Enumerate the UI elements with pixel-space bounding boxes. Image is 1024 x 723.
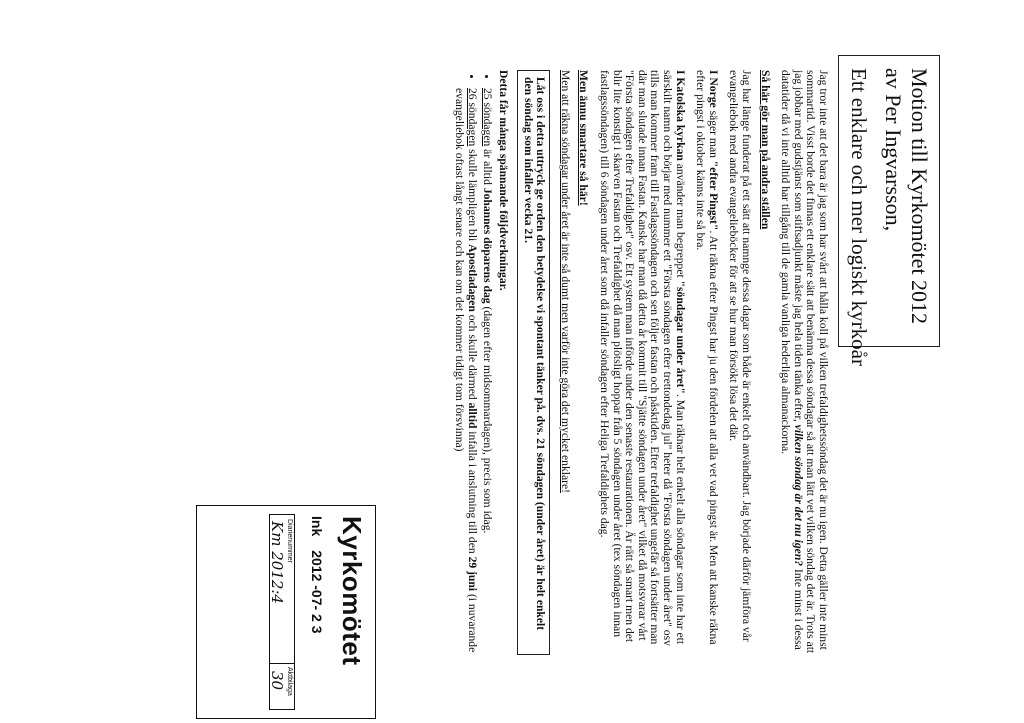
heading-consequences: Detta får många spännande följdverkningar. xyxy=(497,70,511,291)
paragraph-intro xyxy=(779,70,829,655)
list-item xyxy=(480,88,493,655)
catholic-text-end: . Man räknar helt enkelt alla söndagar som inte har ett särskilt namn och börjar med nummer ett "Första söndagen efter trettondedag jul" heter då "Första söndagen under året" osv tills man kommer fram till Fastlagssöndagen och sen följer fastan och påsktiden. Efter trefaldighet ungefär så fortsätter man där man slutade innan Fastan. Kanske har man då detta år kommit till "Sjätte söndagen under året" vilket då motsvarar vårt "Första söndagen efter Trefaldighet" osv. Ett system man införde under den senaste restaurationen. Är rätt så smart men det blir lite konstigt i skarven Fastan och Trefaldighet då man plötsligt hoppar från 5 söndagen under året (tex söndagen innan fastlagssöndagen) till 6 söndagen under året som då infaller söndagen efter Heliga Trefaldighets dag. xyxy=(598,70,687,646)
li1-text-end: (dagen efter midsommardagen), precis som idag. xyxy=(480,303,494,534)
heading-smarter: Men ännu smartare så här! xyxy=(577,70,591,206)
stamp-diarie-label: Diarienummer xyxy=(286,519,293,563)
stamp-ink-date: 2012 -07- 2 3 xyxy=(309,550,325,634)
li2-text-3: infalla i anslutning till den xyxy=(465,428,479,557)
li2-text-end: (i nuvarande evangeliebok oftast långt senare och kan om det kommer tidigt tom försvinna) xyxy=(453,88,479,653)
catholic-label: I Katolska kyrkan xyxy=(673,70,687,161)
stamp-received-row xyxy=(309,516,325,634)
li2-date: 29 juni xyxy=(465,556,479,592)
subtitle: Ett enklare och mer logiskt kyrkoår xyxy=(847,68,871,366)
li1-sunday: 25 söndagen xyxy=(480,88,494,147)
list-item xyxy=(453,88,478,655)
paragraph-catholic xyxy=(598,70,686,655)
catholic-text: använder man begreppet xyxy=(673,160,687,281)
stamp-divider xyxy=(270,663,294,664)
title-box xyxy=(838,55,940,366)
li2-feast: Apostladagen xyxy=(465,244,479,312)
stamp-brand: Kyrkomötet xyxy=(337,516,367,666)
paragraph-proposal: Men att räkna söndagar under året är inte så dumt men varför inte göra det mycket enklare! xyxy=(558,70,572,493)
paragraph-comparison: Jag har länge funderat på ett sätt att namnge dessa dagar som både är enkelt och användbart. Jag började därför jämföra vår evangeliebok med andra evangelieböcker för att se hur man försökt lösa det där. xyxy=(727,70,754,642)
consequence-list xyxy=(453,70,493,655)
norway-label: I Norge xyxy=(706,70,720,108)
stamp-diarie-value: Km 2012:4 xyxy=(268,521,286,604)
norway-term: "efter Pingst" xyxy=(706,160,720,231)
proposal-box: Låt oss i detta uttryck ge orden den betydelse vi spontant tänker på. dvs. 21 söndagen (under året) är helt enkelt den söndag som infaller vecka 21. xyxy=(517,70,550,655)
li2-sunday: 26 söndagen xyxy=(465,88,479,147)
norway-text: säger man xyxy=(706,107,720,161)
intro-text: Jag tror inte att det bara är jag som har svårt att hålla koll på vilken trefaldighetssöndag det är nu igen. Detta gäller inte minst sommartid. Visst borde det finnas ett enklare sätt att benämna dessa söndagar så att man lätt vet vilken söndag det är. Trots att jag jobbar med gudstjänst som stiftsadjunkt måste jag hela tiden tänka efter, xyxy=(791,70,830,654)
li2-always: alltid xyxy=(465,402,479,429)
motion-title: Motion till Kyrkomötet 2012 xyxy=(907,68,932,325)
li1-text: är alltid xyxy=(480,146,494,188)
li2-text: skulle lämpligen bli xyxy=(465,146,479,245)
catholic-term: "söndagar under året" xyxy=(673,280,687,394)
norway-text-end: . Att räkna efter Pingst har ju den fördelen att alla vet vad pingst är. Men att kanske räkna efter pingst i oktober känns inte så bra. xyxy=(694,70,720,645)
paragraph-norway xyxy=(694,70,719,655)
li2-text-2: och skulle därmed xyxy=(465,311,479,403)
registration-stamp xyxy=(196,505,376,719)
stamp-bilaga-value: 30 xyxy=(268,671,286,691)
motion-body xyxy=(451,70,829,655)
heading-other-places: Så här gör man på andra ställen xyxy=(758,70,772,230)
stamp-grid xyxy=(269,514,295,710)
stamp-bilaga-label: Aktbilaga xyxy=(286,667,293,696)
intro-question: vilken söndag är det nu igen? xyxy=(791,424,805,567)
li1-feast: Johannes döparens dag xyxy=(480,187,494,304)
intro-text-end: Inte minst i dessa datatider då vi inte alltid har tillgång till de gamla vanliga hederliga almanackorna. xyxy=(779,70,805,650)
stamp-ink-label: Ink xyxy=(309,516,325,537)
author-line: av Per Ingvarsson, xyxy=(881,68,906,232)
